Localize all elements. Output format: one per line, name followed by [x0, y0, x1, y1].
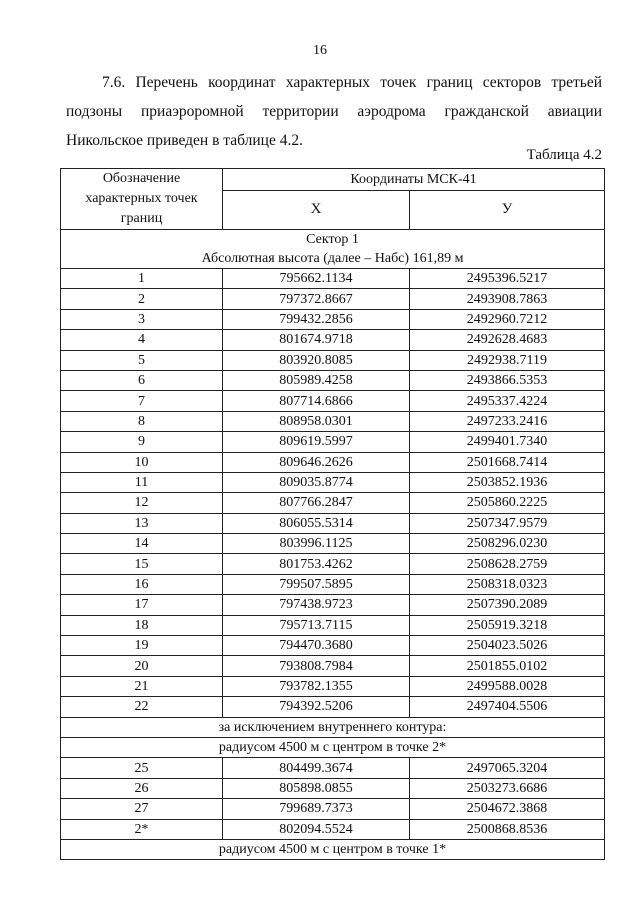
point-number-cell: 6 — [61, 370, 223, 390]
table-row — [61, 330, 605, 350]
table-row — [61, 656, 605, 676]
point-number-cell: 19 — [61, 636, 223, 656]
y-coordinate-cell: 2508628.2759 — [410, 554, 605, 574]
point-number-cell: 14 — [61, 534, 223, 554]
y-coordinate-cell: 2501668.7414 — [410, 452, 605, 472]
table-row — [61, 350, 605, 370]
table-row — [61, 493, 605, 513]
y-coordinate-cell: 2501855.0102 — [410, 656, 605, 676]
y-coordinate-cell: 2507390.2089 — [410, 595, 605, 615]
x-coordinate-cell: 801674.9718 — [223, 330, 410, 350]
y-coordinate-cell: 2504023.5026 — [410, 636, 605, 656]
y-coordinate-cell: 2497404.5506 — [410, 697, 605, 717]
table-row — [61, 452, 605, 472]
point-number-cell: 25 — [61, 758, 223, 778]
x-coordinate-cell: 801753.4262 — [223, 554, 410, 574]
y-coordinate-cell: 2500868.8536 — [410, 819, 605, 839]
y-coordinate-cell: 2497233.2416 — [410, 411, 605, 431]
x-coordinate-cell: 795662.1134 — [223, 269, 410, 289]
y-coordinate-cell: 2508296.0230 — [410, 534, 605, 554]
point-number-cell: 13 — [61, 513, 223, 533]
point-number-cell: 4 — [61, 330, 223, 350]
y-coordinate-cell: 2492628.4683 — [410, 330, 605, 350]
table-row — [61, 432, 605, 452]
x-coordinate-cell: 797438.9723 — [223, 595, 410, 615]
y-coordinate-cell: 2505860.2225 — [410, 493, 605, 513]
table-row — [61, 574, 605, 594]
x-coordinate-cell: 793808.7984 — [223, 656, 410, 676]
point-number-cell: 11 — [61, 472, 223, 492]
x-coordinate-cell: 805898.0855 — [223, 778, 410, 798]
table-row — [61, 289, 605, 309]
table-row — [61, 697, 605, 717]
y-coordinate-cell: 2505919.3218 — [410, 615, 605, 635]
x-coordinate-cell: 793782.1355 — [223, 676, 410, 696]
table-row — [61, 676, 605, 696]
y-coordinate-cell: 2493908.7863 — [410, 289, 605, 309]
table-row — [61, 595, 605, 615]
radius-note-point-2: радиусом 4500 м с центром в точке 2* — [61, 737, 605, 757]
point-number-cell: 1 — [61, 269, 223, 289]
point-number-cell: 2* — [61, 819, 223, 839]
y-coordinate-cell: 2497065.3204 — [410, 758, 605, 778]
x-coordinate-cell: 797372.8667 — [223, 289, 410, 309]
coordinates-header: Координаты МСК-41 — [223, 169, 605, 191]
point-number-cell: 8 — [61, 411, 223, 431]
x-coordinate-cell: 799507.5895 — [223, 574, 410, 594]
point-number-cell: 10 — [61, 452, 223, 472]
sector-1-heading — [61, 230, 605, 269]
point-number-cell: 2 — [61, 289, 223, 309]
table-row — [61, 554, 605, 574]
point-number-cell: 3 — [61, 309, 223, 329]
point-number-cell: 26 — [61, 778, 223, 798]
point-number-cell: 9 — [61, 432, 223, 452]
table-row — [61, 513, 605, 533]
table-row — [61, 758, 605, 778]
point-number-cell: 12 — [61, 493, 223, 513]
coordinates-table — [60, 168, 605, 860]
point-number-cell: 17 — [61, 595, 223, 615]
table-row — [61, 411, 605, 431]
table-row — [61, 615, 605, 635]
sector-1-height: Абсолютная высота (далее – Набс) 161,89 м — [201, 251, 464, 266]
table-row — [61, 370, 605, 390]
y-coordinate-cell: 2492938.7119 — [410, 350, 605, 370]
point-number-cell: 20 — [61, 656, 223, 676]
x-column-header: X — [223, 190, 410, 229]
point-number-cell: 15 — [61, 554, 223, 574]
table-row — [61, 472, 605, 492]
y-column-header: У — [410, 190, 605, 229]
x-coordinate-cell: 809619.5997 — [223, 432, 410, 452]
x-coordinate-cell: 795713.7115 — [223, 615, 410, 635]
table-row — [61, 269, 605, 289]
designation-header-line1: Обозначение — [102, 171, 181, 186]
radius-note-point-1: радиусом 4500 м с центром в точке 1* — [61, 839, 605, 859]
x-coordinate-cell: 804499.3674 — [223, 758, 410, 778]
table-row — [61, 309, 605, 329]
table-row — [61, 778, 605, 798]
table-row — [61, 819, 605, 839]
x-coordinate-cell: 794392.5206 — [223, 697, 410, 717]
x-coordinate-cell: 799432.2856 — [223, 309, 410, 329]
point-number-cell: 27 — [61, 799, 223, 819]
point-number-cell: 16 — [61, 574, 223, 594]
designation-header — [61, 169, 223, 230]
table-row — [61, 534, 605, 554]
point-number-cell: 22 — [61, 697, 223, 717]
x-coordinate-cell: 807714.6866 — [223, 391, 410, 411]
exclusion-note: за исключением внутреннего контура: — [61, 717, 605, 737]
designation-header-line2: характерных точек — [85, 191, 198, 206]
table-row — [61, 799, 605, 819]
y-coordinate-cell: 2499401.7340 — [410, 432, 605, 452]
y-coordinate-cell: 2507347.9579 — [410, 513, 605, 533]
intro-paragraph — [66, 68, 602, 155]
x-coordinate-cell: 799689.7373 — [223, 799, 410, 819]
x-coordinate-cell: 808958.0301 — [223, 411, 410, 431]
y-coordinate-cell: 2492960.7212 — [410, 309, 605, 329]
table-row — [61, 391, 605, 411]
designation-header-line3: границ — [120, 211, 163, 226]
x-coordinate-cell: 809035.8774 — [223, 472, 410, 492]
x-coordinate-cell: 805989.4258 — [223, 370, 410, 390]
table-row — [61, 636, 605, 656]
y-coordinate-cell: 2503852.1936 — [410, 472, 605, 492]
y-coordinate-cell: 2504672.3868 — [410, 799, 605, 819]
page-number: 16 — [313, 43, 327, 58]
x-coordinate-cell: 803920.8085 — [223, 350, 410, 370]
x-coordinate-cell: 806055.5314 — [223, 513, 410, 533]
point-number-cell: 5 — [61, 350, 223, 370]
y-coordinate-cell: 2503273.6686 — [410, 778, 605, 798]
table-caption: Таблица 4.2 — [526, 147, 602, 163]
x-coordinate-cell: 802094.5524 — [223, 819, 410, 839]
x-coordinate-cell: 794470.3680 — [223, 636, 410, 656]
y-coordinate-cell: 2508318.0323 — [410, 574, 605, 594]
point-number-cell: 21 — [61, 676, 223, 696]
x-coordinate-cell: 809646.2626 — [223, 452, 410, 472]
x-coordinate-cell: 807766.2847 — [223, 493, 410, 513]
y-coordinate-cell: 2495396.5217 — [410, 269, 605, 289]
x-coordinate-cell: 803996.1125 — [223, 534, 410, 554]
point-number-cell: 18 — [61, 615, 223, 635]
y-coordinate-cell: 2495337.4224 — [410, 391, 605, 411]
intro-text: 7.6. Перечень координат характерных точек границ секторов третьей подзоны приаэроромной территории аэродрома гражданской авиации Никольское приведен в таблице 4.2. — [66, 74, 602, 149]
y-coordinate-cell: 2499588.0028 — [410, 676, 605, 696]
point-number-cell: 7 — [61, 391, 223, 411]
sector-1-title: Сектор 1 — [306, 232, 359, 247]
y-coordinate-cell: 2493866.5353 — [410, 370, 605, 390]
